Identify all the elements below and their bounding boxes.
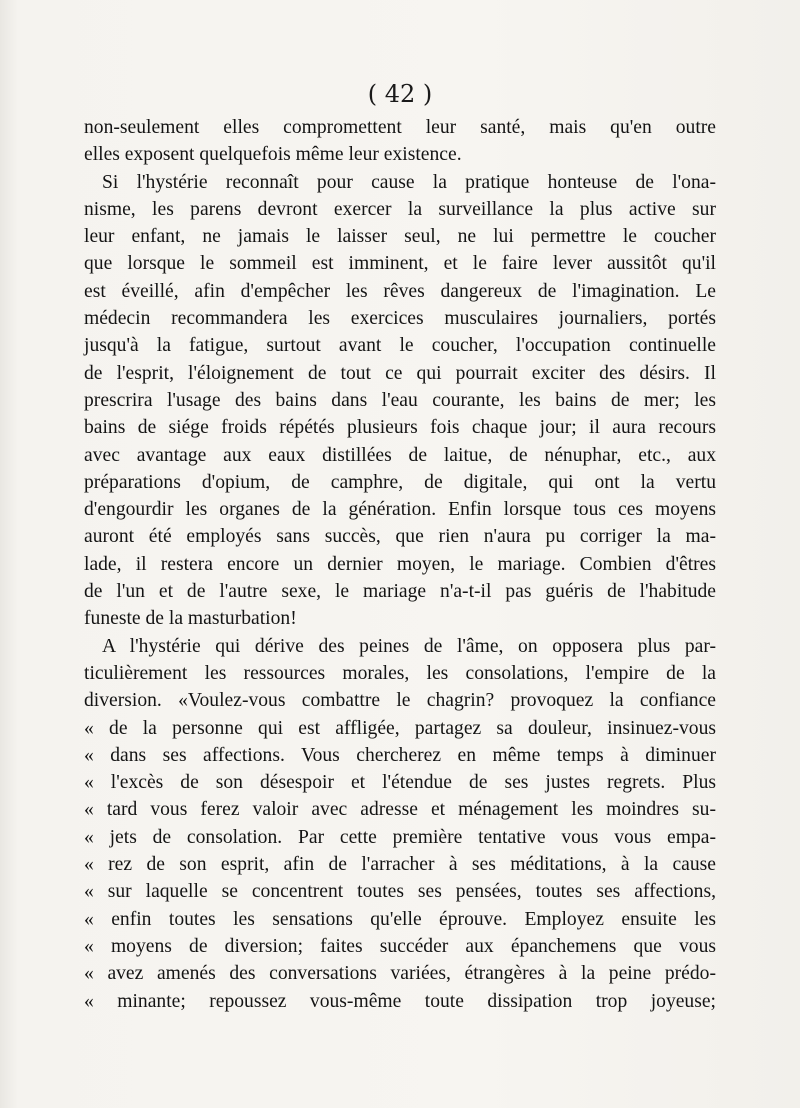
text-line: « enfin toutes les sensations qu'elle éprouve. Employez ensuite les <box>84 908 716 930</box>
text-line: est éveillé, afin d'empêcher les rêves dangereux de l'imagination. Le <box>84 280 716 302</box>
text-line: « rez de son esprit, afin de l'arracher à ses méditations, à la cause <box>84 854 716 876</box>
text-line: de l'un et de l'autre sexe, le mariage n'a-t-il pas guéris de l'habitude <box>84 581 716 603</box>
text-line: prescrira l'usage des bains dans l'eau courante, les bains de mer; les <box>84 389 716 411</box>
text-line: non-seulement elles compromettent leur santé, mais qu'en outre <box>84 117 716 138</box>
text-line: « jets de consolation. Par cette première tentative vous vous empa- <box>84 826 716 848</box>
text-line: d'engourdir les organes de la génération. Enfin lorsque tous ces moyens <box>84 499 716 521</box>
text-line: nisme, les parens devront exercer la surveillance la plus active sur <box>84 198 716 220</box>
text-line: Si l'hystérie reconnaît pour cause la pratique honteuse de l'ona- <box>102 171 716 193</box>
text-line: préparations d'opium, de camphre, de digitale, qui ont la vertu <box>84 471 716 493</box>
text-line: jusqu'à la fatigue, surtout avant le coucher, l'occupation continuelle <box>84 335 716 357</box>
text-line: diversion. «Voulez-vous combattre le chagrin? provoquez la confiance <box>84 690 716 712</box>
text-line: bains de siége froids répétés plusieurs fois chaque jour; il aura recours <box>84 417 716 439</box>
text-line: « tard vous ferez valoir avec adresse et ménagement les moindres su- <box>84 799 716 821</box>
text-line: médecin recommandera les exercices musculaires journaliers, portés <box>84 308 716 330</box>
text-line: que lorsque le sommeil est imminent, et le faire lever aussitôt qu'il <box>84 253 716 275</box>
text-line: « l'excès de son désespoir et l'étendue de ses justes regrets. Plus <box>84 772 716 794</box>
text-line: « de la personne qui est affligée, partagez sa douleur, insinuez-vous <box>84 717 716 739</box>
text-line: A l'hystérie qui dérive des peines de l'âme, on opposera plus par- <box>102 635 716 657</box>
text-line: ticulièrement les ressources morales, les consolations, l'empire de la <box>84 662 716 684</box>
text-line: leur enfant, ne jamais le laisser seul, ne lui permettre le coucher <box>84 226 716 248</box>
text-line: « moyens de diversion; faites succéder aux épanchemens que vous <box>84 935 716 957</box>
text-line: funeste de la masturbation! <box>84 608 297 630</box>
body-text <box>84 114 716 1015</box>
text-line: « minante; repoussez vous-même toute dissipation trop joyeuse; <box>84 990 716 1012</box>
text-line: elles exposent quelquefois même leur existence. <box>84 144 462 166</box>
text-line: lade, il restera encore un dernier moyen, le mariage. Combien d'êtres <box>84 553 716 575</box>
text-line: auront été employés sans succès, que rien n'aura pu corriger la ma- <box>84 526 716 548</box>
text-line: de l'esprit, l'éloignement de tout ce qui pourrait exciter des désirs. Il <box>84 362 716 384</box>
text-line: « avez amenés des conversations variées, étrangères à la peine prédo- <box>84 963 716 985</box>
text-line: « sur laquelle se concentrent toutes ses pensées, toutes ses affections, <box>84 881 716 903</box>
page-number: ( 42 ) <box>367 80 433 108</box>
text-line: avec avantage aux eaux distillées de laitue, de nénuphar, etc., aux <box>84 444 716 466</box>
text-line: « dans ses affections. Vous chercherez en même temps à diminuer <box>84 744 716 766</box>
